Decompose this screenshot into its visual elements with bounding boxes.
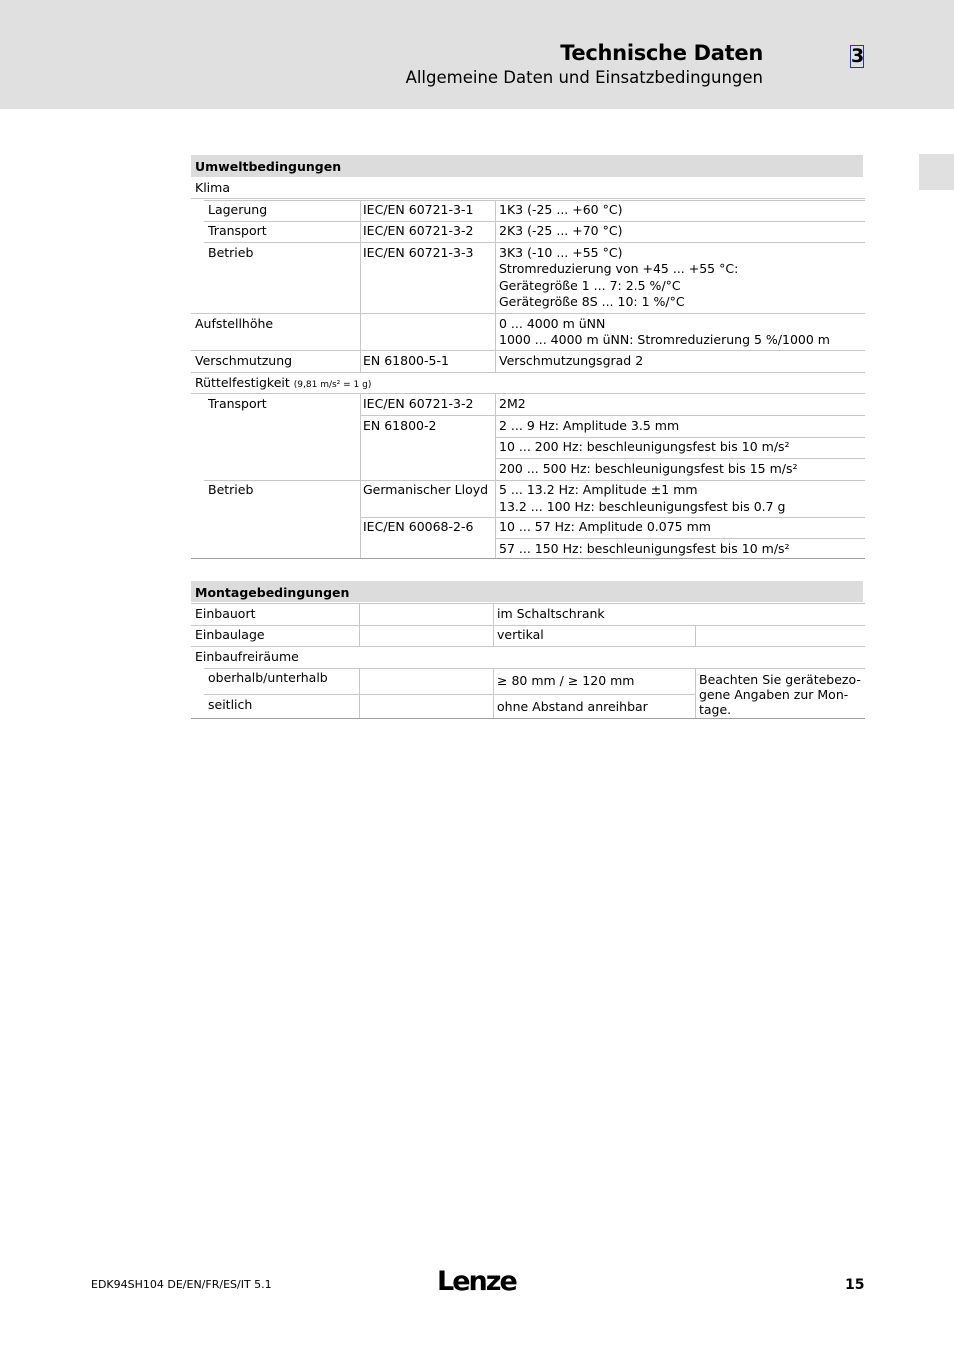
lagerung-norm: IEC/EN 60721-3-1	[363, 202, 474, 217]
einbaulage-label: Einbaulage	[195, 627, 265, 642]
page-subtitle: Allgemeine Daten und Einsatzbedingungen	[405, 68, 763, 87]
einbaufreiraeume-label: Einbaufreiräume	[195, 649, 299, 664]
ruettel-transport-value1: 2M2	[499, 396, 526, 411]
seitlich-value: ohne Abstand anreihbar	[497, 699, 648, 714]
seitlich-label: seitlich	[208, 697, 253, 712]
page-number: 15	[845, 1277, 865, 1293]
montage-heading: Montagebedingungen	[195, 585, 350, 600]
divider	[360, 350, 361, 372]
ruettel-betrieb-norm1: Germanischer Lloyd	[363, 482, 489, 497]
umwelt-heading: Umweltbedingungen	[195, 159, 342, 174]
klima-betrieb-line: Stromreduzierung von +45 ... +55 °C:	[499, 261, 739, 276]
divider	[361, 415, 865, 416]
klima-betrieb-label: Betrieb	[208, 245, 254, 260]
ruettel-betrieb-label: Betrieb	[208, 482, 254, 497]
divider	[695, 668, 696, 718]
lenze-logo: Lenze	[437, 1266, 516, 1297]
divider	[204, 242, 865, 243]
divider	[204, 480, 865, 481]
einbaulage-value: vertikal	[497, 627, 544, 642]
aufstellhoehe-line: 1000 ... 4000 m üNN: Stromreduzierung 5 %/1000 m	[499, 332, 830, 347]
ruettel-note: (9,81 m/s² = 1 g)	[293, 380, 372, 390]
doc-reference: EDK94SH104 DE/EN/FR/ES/IT 5.1	[91, 1278, 272, 1291]
divider	[191, 350, 865, 351]
divider	[191, 603, 865, 604]
divider	[496, 458, 865, 459]
page-title: Technische Daten	[560, 41, 763, 65]
divider	[191, 372, 865, 373]
ruettel-label-text: Rüttelfestigkeit	[195, 375, 290, 390]
ruettel-transport-label: Transport	[208, 396, 267, 411]
verschmutzung-label: Verschmutzung	[195, 353, 293, 368]
klima-betrieb-line: 3K3 (-10 ... +55 °C)	[499, 245, 623, 260]
divider	[496, 437, 865, 438]
ruettel-betrieb-value1a: 5 ... 13.2 Hz: Amplitude ±1 mm	[499, 482, 698, 497]
ruettel-transport-norm1: IEC/EN 60721-3-2	[363, 396, 474, 411]
oberhalb-label: oberhalb/unterhalb	[208, 670, 328, 685]
divider	[695, 625, 696, 646]
divider	[359, 603, 360, 646]
ruettel-label	[195, 375, 371, 393]
aufstellhoehe-label: Aufstellhöhe	[195, 316, 274, 331]
aufstellhoehe-line: 0 ... 4000 m üNN	[499, 316, 606, 331]
klima-transport-norm: IEC/EN 60721-3-2	[363, 223, 474, 238]
divider	[191, 718, 865, 719]
lagerung-label: Lagerung	[208, 202, 268, 217]
divider	[204, 200, 865, 201]
header-band	[0, 0, 954, 109]
divider	[191, 646, 865, 647]
ruettel-transport-value4: 200 ... 500 Hz: beschleunigungsfest bis 15 m/s²	[499, 461, 798, 476]
verschmutzung-norm: EN 61800-5-1	[363, 353, 449, 368]
klima-transport-value: 2K3 (-25 ... +70 °C)	[499, 223, 623, 238]
divider	[493, 603, 494, 646]
ruettel-transport-value2: 2 ... 9 Hz: Amplitude 3.5 mm	[499, 418, 680, 433]
einbauort-value: im Schaltschrank	[497, 606, 605, 621]
divider	[191, 198, 865, 199]
divider	[191, 558, 865, 559]
montage-note-line: Beachten Sie gerätebezo-	[699, 672, 861, 687]
ruettel-betrieb-norm2: IEC/EN 60068-2-6	[363, 519, 474, 534]
divider	[360, 313, 361, 350]
klima-transport-label: Transport	[208, 223, 267, 238]
divider	[191, 313, 865, 314]
chapter-number: 3	[851, 45, 865, 67]
divider	[204, 221, 865, 222]
chapter-tab	[919, 154, 954, 190]
divider	[493, 668, 494, 718]
klima-betrieb-line: Gerätegröße 8S ... 10: 1 %/°C	[499, 294, 685, 309]
divider	[359, 668, 360, 718]
klima-betrieb-norm: IEC/EN 60721-3-3	[363, 245, 474, 260]
divider	[495, 200, 496, 313]
divider	[496, 538, 865, 539]
divider	[495, 393, 496, 558]
klima-label: Klima	[195, 180, 230, 195]
verschmutzung-value: Verschmutzungsgrad 2	[499, 353, 644, 368]
montage-note-line: tage.	[699, 702, 732, 717]
divider	[191, 393, 865, 394]
divider	[361, 517, 865, 518]
divider	[495, 350, 496, 372]
ruettel-betrieb-value2: 10 ... 57 Hz: Amplitude 0.075 mm	[499, 519, 711, 534]
oberhalb-value: ≥ 80 mm / ≥ 120 mm	[497, 673, 635, 688]
ruettel-transport-value3: 10 ... 200 Hz: beschleunigungsfest bis 10 m/s²	[499, 439, 790, 454]
divider	[204, 694, 695, 695]
lagerung-value: 1K3 (-25 ... +60 °C)	[499, 202, 623, 217]
montage-note-line: gene Angaben zur Mon-	[699, 687, 849, 702]
divider	[495, 313, 496, 350]
ruettel-betrieb-value1b: 13.2 ... 100 Hz: beschleunigungsfest bis 0.7 g	[499, 499, 786, 514]
divider	[191, 625, 865, 626]
divider	[204, 668, 865, 669]
ruettel-betrieb-value3: 57 ... 150 Hz: beschleunigungsfest bis 10 m/s²	[499, 541, 790, 556]
divider	[360, 200, 361, 313]
divider	[360, 393, 361, 558]
klima-betrieb-line: Gerätegröße 1 ... 7: 2.5 %/°C	[499, 278, 681, 293]
ruettel-transport-norm2: EN 61800-2	[363, 418, 437, 433]
einbauort-label: Einbauort	[195, 606, 256, 621]
